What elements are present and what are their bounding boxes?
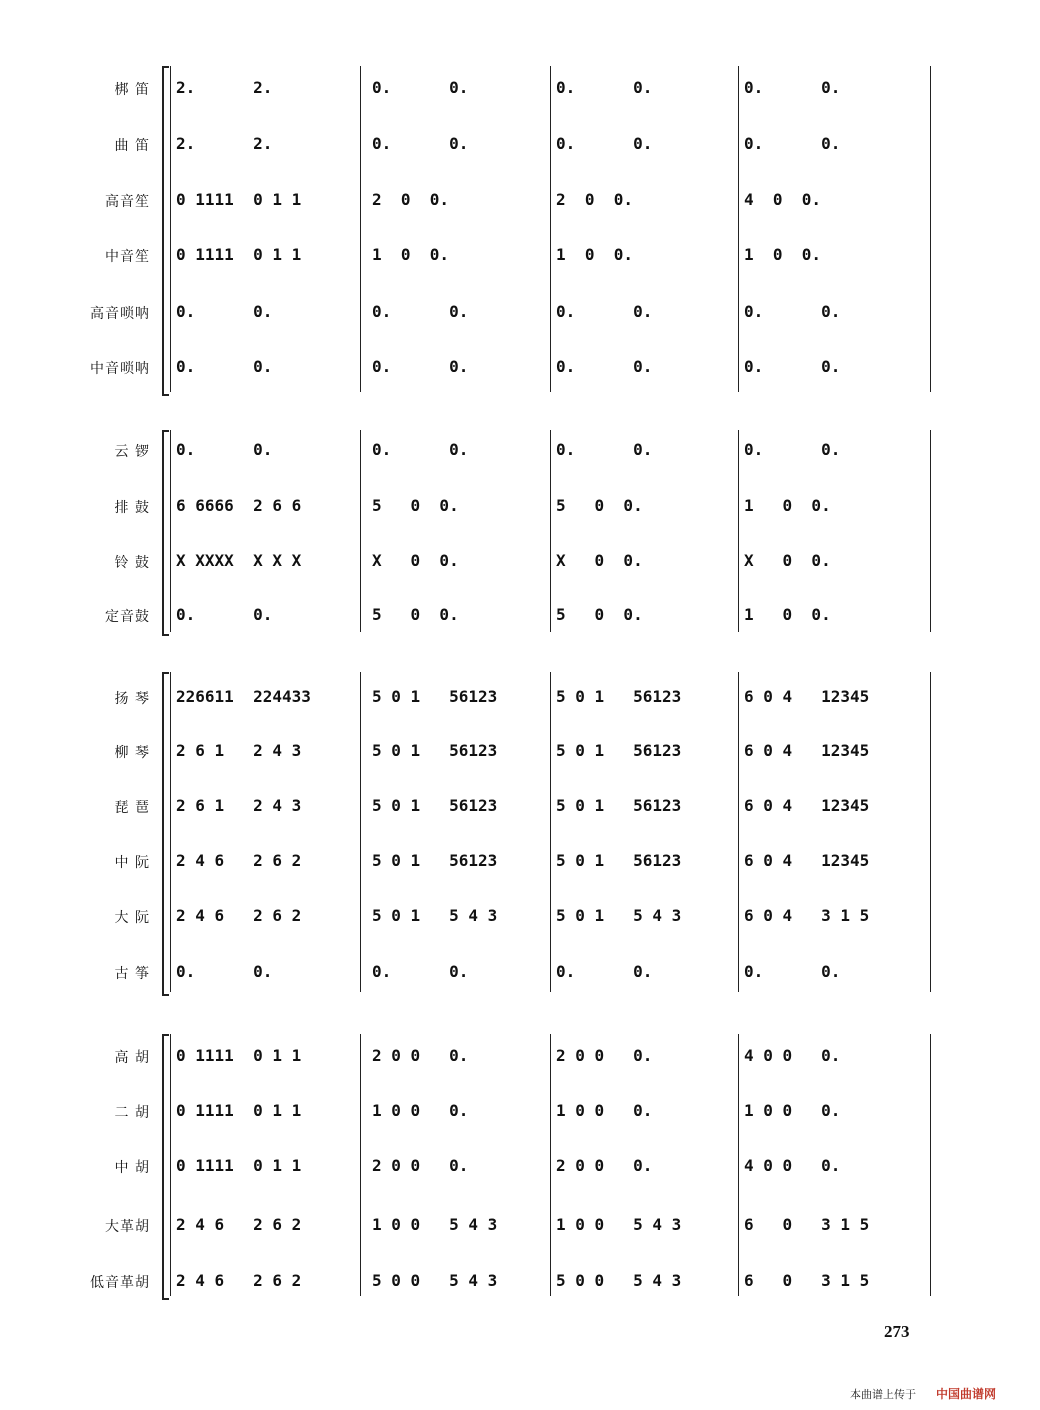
measure-cell: 5 0 0 5 4 3 — [372, 1271, 498, 1290]
measure-cell: 5 0 0. — [372, 605, 459, 624]
barline — [170, 672, 171, 992]
measure-cell: 2 0 0. — [372, 190, 450, 209]
measure-cell: 2 4 6 2 6 2 — [176, 906, 302, 925]
measure-cell: 0. 0. — [556, 78, 653, 97]
measure-cell: 1 0 0 0. — [744, 1101, 841, 1120]
measure-cell: 0 1111 0 1 1 — [176, 1101, 302, 1120]
measure-cell: 6 0 4 12345 — [744, 741, 870, 760]
measure-cell: 2 0 0 0. — [372, 1046, 469, 1065]
measure-cell: 0. 0. — [372, 302, 469, 321]
measure-cell: 0. 0. — [372, 440, 469, 459]
instrument-label: 中音唢呐 — [90, 361, 150, 377]
measure-cell: 6 0 4 3 1 5 — [744, 906, 870, 925]
instrument-label: 高音笙 — [105, 194, 150, 210]
measure-cell: 6 0 3 1 5 — [744, 1215, 870, 1234]
measure-cell: X 0 0. — [744, 551, 831, 570]
measure-cell: 5 0 1 56123 — [372, 687, 498, 706]
instrument-label: 琵 琶 — [114, 800, 150, 816]
measure-cell: 2 4 6 2 6 2 — [176, 851, 302, 870]
measure-cell: 0. 0. — [744, 962, 841, 981]
measure-cell: 0. 0. — [556, 962, 653, 981]
barline — [360, 430, 361, 632]
measure-cell: 0. 0. — [744, 78, 841, 97]
section-bracket — [162, 672, 169, 996]
instrument-label: 中音笙 — [105, 249, 150, 265]
measure-cell: 6 0 4 12345 — [744, 687, 870, 706]
measure-cell: 0. 0. — [372, 78, 469, 97]
measure-cell: 0 1111 0 1 1 — [176, 1156, 302, 1175]
measure-cell: 0 1111 0 1 1 — [176, 1046, 302, 1065]
measure-cell: 5 0 1 56123 — [556, 796, 682, 815]
barline — [930, 1034, 931, 1296]
measure-cell: X 0 0. — [372, 551, 459, 570]
measure-cell: X 0 0. — [556, 551, 643, 570]
measure-cell: 1 0 0. — [744, 605, 831, 624]
measure-cell: 1 0 0 0. — [372, 1101, 469, 1120]
measure-cell: 5 0 0. — [556, 496, 643, 515]
barline — [170, 430, 171, 632]
instrument-label: 曲 笛 — [114, 138, 150, 154]
measure-cell: 0 1111 0 1 1 — [176, 245, 302, 264]
measure-cell: 0. 0. — [176, 302, 273, 321]
barline — [170, 1034, 171, 1296]
section-bracket — [162, 430, 169, 636]
footer-text: 本曲谱上传于 — [850, 1388, 916, 1401]
instrument-label: 中 阮 — [114, 855, 150, 871]
measure-cell: 2 0 0 0. — [556, 1156, 653, 1175]
measure-cell: 5 0 1 56123 — [372, 796, 498, 815]
measure-cell: 5 0 0. — [556, 605, 643, 624]
page-number: 273 — [884, 1322, 910, 1341]
barline — [360, 672, 361, 992]
barline — [360, 1034, 361, 1296]
measure-cell: 0. 0. — [176, 605, 273, 624]
barline — [550, 430, 551, 632]
measure-cell: 0. 0. — [176, 440, 273, 459]
barline — [360, 66, 361, 392]
instrument-label: 低音革胡 — [90, 1275, 150, 1291]
barline — [170, 66, 171, 392]
measure-cell: 1 0 0. — [556, 245, 634, 264]
measure-cell: 2 0 0 0. — [372, 1156, 469, 1175]
instrument-label: 二 胡 — [114, 1105, 150, 1121]
measure-cell: 5 0 0 5 4 3 — [556, 1271, 682, 1290]
barline — [738, 1034, 739, 1296]
instrument-label: 定音鼓 — [105, 609, 150, 625]
measure-cell: 1 0 0 5 4 3 — [556, 1215, 682, 1234]
measure-cell: 1 0 0 5 4 3 — [372, 1215, 498, 1234]
measure-cell: 2. 2. — [176, 78, 273, 97]
measure-cell: 5 0 0. — [372, 496, 459, 515]
measure-cell: 0. 0. — [744, 357, 841, 376]
measure-cell: 0. 0. — [556, 134, 653, 153]
measure-cell: 5 0 1 56123 — [372, 741, 498, 760]
site-logo: 中国曲谱网 — [936, 1387, 997, 1401]
measure-cell: 2 6 1 2 4 3 — [176, 796, 302, 815]
measure-cell: 1 0 0. — [744, 245, 822, 264]
measure-cell: X XXXX X X X — [176, 551, 302, 570]
instrument-label: 高 胡 — [114, 1050, 150, 1066]
measure-cell: 5 0 1 56123 — [556, 741, 682, 760]
barline — [550, 672, 551, 992]
instrument-label: 扬 琴 — [114, 691, 150, 707]
instrument-label: 柳 琴 — [114, 745, 150, 761]
instrument-label: 古 筝 — [114, 966, 150, 982]
measure-cell: 6 0 4 12345 — [744, 796, 870, 815]
measure-cell: 1 0 0 0. — [556, 1101, 653, 1120]
measure-cell: 6 0 3 1 5 — [744, 1271, 870, 1290]
measure-cell: 4 0 0 0. — [744, 1156, 841, 1175]
measure-cell: 1 0 0. — [372, 245, 450, 264]
section-bracket — [162, 1034, 169, 1300]
measure-cell: 0. 0. — [176, 962, 273, 981]
measure-cell: 2 0 0 0. — [556, 1046, 653, 1065]
barline — [930, 66, 931, 392]
barline — [738, 430, 739, 632]
measure-cell: 2 6 1 2 4 3 — [176, 741, 302, 760]
measure-cell: 2 0 0. — [556, 190, 634, 209]
section-bracket — [162, 66, 169, 396]
barline — [738, 66, 739, 392]
instrument-label: 大革胡 — [105, 1219, 150, 1235]
instrument-label: 云 锣 — [114, 444, 150, 460]
measure-cell: 2. 2. — [176, 134, 273, 153]
measure-cell: 5 0 1 5 4 3 — [556, 906, 682, 925]
measure-cell: 0 1111 0 1 1 — [176, 190, 302, 209]
measure-cell: 226611 224433 — [176, 687, 311, 706]
measure-cell: 5 0 1 56123 — [556, 687, 682, 706]
measure-cell: 5 0 1 56123 — [372, 851, 498, 870]
barline — [930, 430, 931, 632]
measure-cell: 1 0 0. — [744, 496, 831, 515]
measure-cell: 0. 0. — [372, 134, 469, 153]
measure-cell: 5 0 1 56123 — [556, 851, 682, 870]
measure-cell: 0. 0. — [556, 357, 653, 376]
barline — [930, 672, 931, 992]
barline — [738, 672, 739, 992]
measure-cell: 4 0 0 0. — [744, 1046, 841, 1065]
measure-cell: 4 0 0. — [744, 190, 822, 209]
measure-cell: 6 6666 2 6 6 — [176, 496, 302, 515]
instrument-label: 高音唢呐 — [90, 306, 150, 322]
instrument-label: 中 胡 — [114, 1160, 150, 1176]
instrument-label: 排 鼓 — [114, 500, 150, 516]
measure-cell: 5 0 1 5 4 3 — [372, 906, 498, 925]
measure-cell: 2 4 6 2 6 2 — [176, 1215, 302, 1234]
barline — [550, 1034, 551, 1296]
instrument-label: 梆 笛 — [114, 82, 150, 98]
measure-cell: 0. 0. — [556, 440, 653, 459]
measure-cell: 0. 0. — [556, 302, 653, 321]
measure-cell: 0. 0. — [744, 134, 841, 153]
measure-cell: 0. 0. — [744, 302, 841, 321]
measure-cell: 0. 0. — [744, 440, 841, 459]
measure-cell: 2 4 6 2 6 2 — [176, 1271, 302, 1290]
measure-cell: 0. 0. — [176, 357, 273, 376]
measure-cell: 6 0 4 12345 — [744, 851, 870, 870]
measure-cell: 0. 0. — [372, 962, 469, 981]
measure-cell: 0. 0. — [372, 357, 469, 376]
barline — [550, 66, 551, 392]
instrument-label: 大 阮 — [114, 910, 150, 926]
instrument-label: 铃 鼓 — [114, 555, 150, 571]
